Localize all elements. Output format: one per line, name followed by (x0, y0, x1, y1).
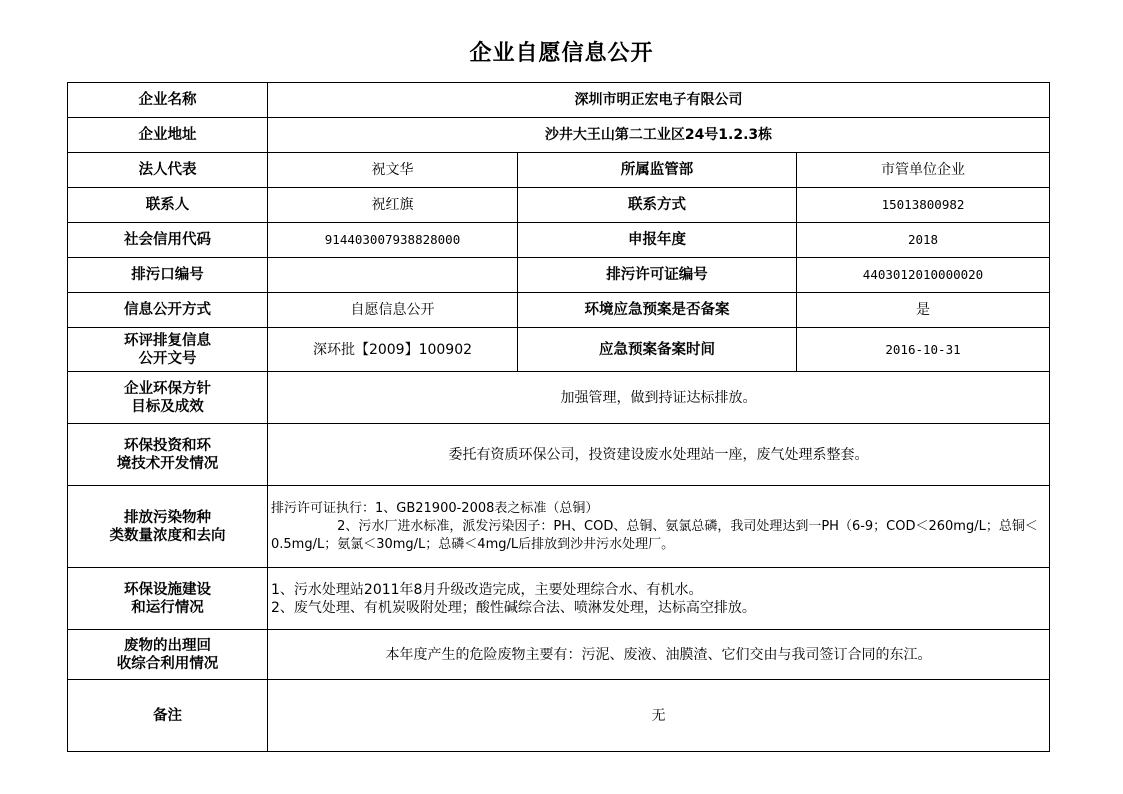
permit-no-label: 排污许可证编号 (518, 258, 797, 293)
eia-doc-label: 环评排复信息 公开文号 (68, 328, 268, 372)
waste-value: 本年度产生的危险废物主要有：污泥、废液、油膜渣、它们交由与我司签订合同的东江。 (268, 630, 1050, 680)
company-name-label: 企业名称 (68, 83, 268, 118)
table-row (68, 188, 1050, 223)
disclosure-method-label: 信息公开方式 (68, 293, 268, 328)
facilities-label: 环保设施建设 和运行情况 (68, 568, 268, 630)
emergency-filed-label: 环境应急预案是否备案 (518, 293, 797, 328)
emergency-filed-value: 是 (797, 293, 1050, 328)
table-row (68, 223, 1050, 258)
info-table (67, 82, 1050, 752)
table-row (68, 630, 1050, 680)
emergency-time-value: 2016-10-31 (797, 328, 1050, 372)
legal-rep-label: 法人代表 (68, 153, 268, 188)
table-row (68, 424, 1050, 486)
waste-label: 废物的出理回 收综合利用情况 (68, 630, 268, 680)
table-row (68, 680, 1050, 752)
remarks-value: 无 (268, 680, 1050, 752)
permit-no-value: 4403012010000020 (797, 258, 1050, 293)
policy-value: 加强管理，做到持证达标排放。 (268, 372, 1050, 424)
outlet-no-value (268, 258, 518, 293)
report-year-label: 申报年度 (518, 223, 797, 258)
report-year-value: 2018 (797, 223, 1050, 258)
company-address-label: 企业地址 (68, 118, 268, 153)
table-row (68, 372, 1050, 424)
investment-value: 委托有资质环保公司，投资建设废水处理站一座，废气处理系整套。 (268, 424, 1050, 486)
supervisor-value: 市管单位企业 (797, 153, 1050, 188)
pollutants-label: 排放污染物种 类数量浓度和去向 (68, 486, 268, 568)
table-row (68, 293, 1050, 328)
investment-label: 环保投资和环 境技术开发情况 (68, 424, 268, 486)
eia-doc-value: 深环批【2009】100902 (268, 328, 518, 372)
table-row (68, 118, 1050, 153)
table-row (68, 328, 1050, 372)
credit-code-value: 914403007938828000 (268, 223, 518, 258)
company-address-value: 沙井大王山第二工业区24号1.2.3栋 (268, 118, 1050, 153)
facilities-value: 1、污水处理站2011年8月升级改造完成，主要处理综合水、有机水。 2、废气处理、有机炭吸附处理；酸性碱综合法、喷淋发处理，达标高空排放。 (268, 568, 1050, 630)
contact-method-value: 15013800982 (797, 188, 1050, 223)
company-name-value: 深圳市明正宏电子有限公司 (268, 83, 1050, 118)
contact-person-label: 联系人 (68, 188, 268, 223)
table-row (68, 568, 1050, 630)
contact-person-value: 祝红旗 (268, 188, 518, 223)
remarks-label: 备注 (68, 680, 268, 752)
legal-rep-value: 祝文华 (268, 153, 518, 188)
table-row (68, 258, 1050, 293)
pollutants-value: 排污许可证执行：1、GB21900-2008表之标准（总铜） 2、污水厂进水标准，派发污染因子：PH、COD、总铜、氨氯总磷，我司处理达到一PH（6-9；COD＜260mg/L；总铜＜0.5mg/L；氨氯＜30mg/L；总磷＜4mg/L后排放到沙井污水处理厂。 (268, 486, 1050, 568)
table-row (68, 83, 1050, 118)
table-row (68, 153, 1050, 188)
outlet-no-label: 排污口编号 (68, 258, 268, 293)
emergency-time-label: 应急预案备案时间 (518, 328, 797, 372)
supervisor-label: 所属监管部 (518, 153, 797, 188)
table-row (68, 486, 1050, 568)
credit-code-label: 社会信用代码 (68, 223, 268, 258)
contact-method-label: 联系方式 (518, 188, 797, 223)
page-title: 企业自愿信息公开 (469, 41, 654, 66)
policy-label: 企业环保方针 目标及成效 (68, 372, 268, 424)
disclosure-method-value: 自愿信息公开 (268, 293, 518, 328)
